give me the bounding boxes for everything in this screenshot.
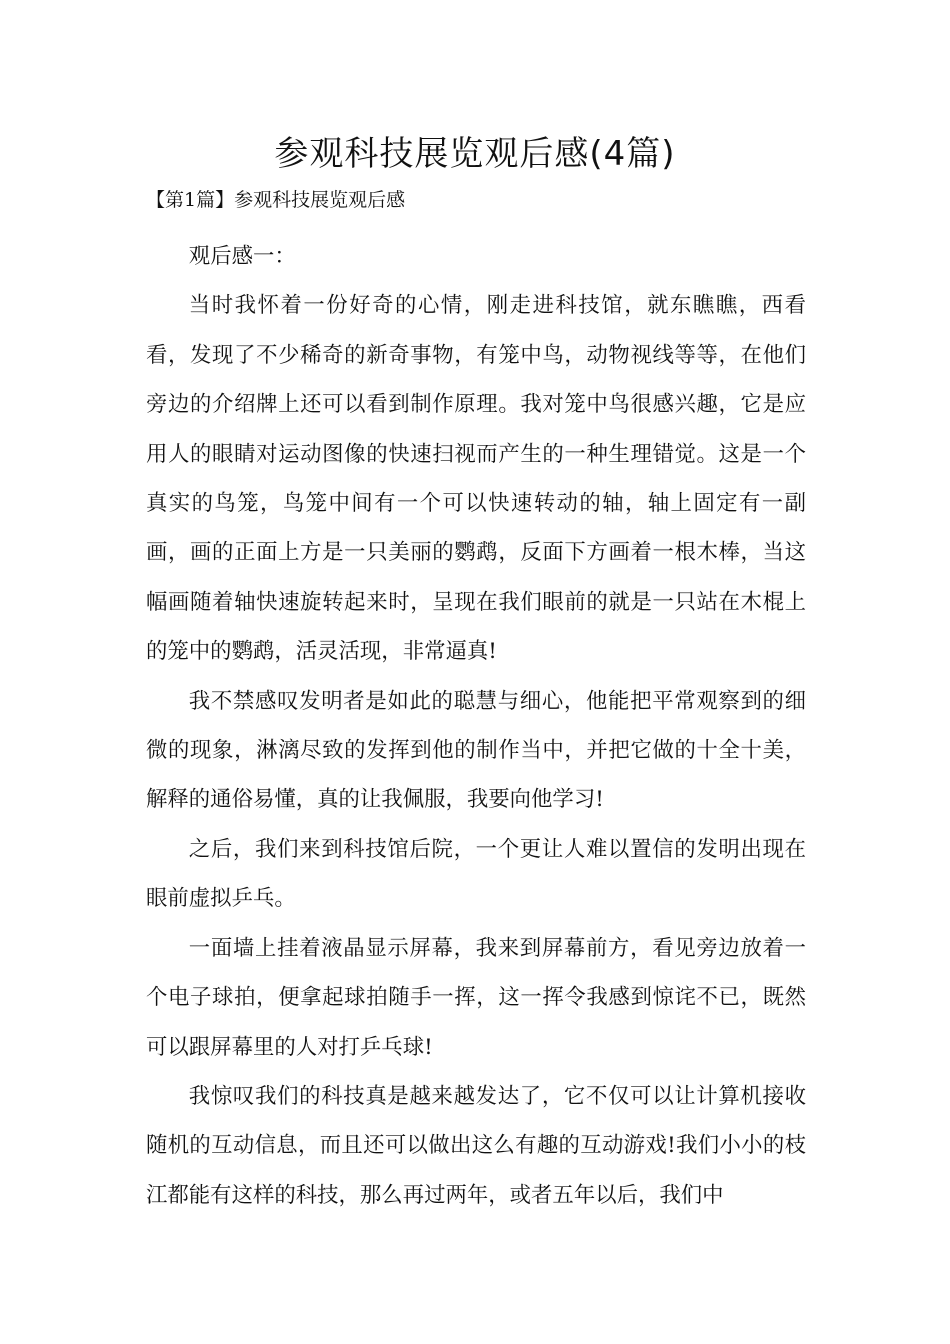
document-title: 参观科技展览观后感(4篇)	[274, 134, 676, 174]
paragraph: 当时我怀着一份好奇的心情，刚走进科技馆，就东瞧瞧，西看看，发现了不少稀奇的新奇事物，有笼中鸟，动物视线等等，在他们旁边的介绍牌上还可以看到制作原理。我对笼中鸟很感兴趣，它是应用人的眼睛对运动图像的快速扫视而产生的一种生理错觉。这是一个真实的鸟笼，鸟笼中间有一个可以快速转动的轴，轴上固定有一副画，画的正面上方是一只美丽的鹦鹉，反面下方画着一根木棒，当这幅画随着轴快速旋转起来时，呈现在我们眼前的就是一只站在木棍上的笼中的鹦鹉，活灵活现，非常逼真!	[146, 293, 806, 665]
paragraph: 一面墙上挂着液晶显示屏幕，我来到屏幕前方，看见旁边放着一个电子球拍，便拿起球拍随手一挥，这一挥令我感到惊诧不已，既然可以跟屏幕里的人对打乒乓球!	[146, 935, 806, 1060]
article-heading: 【第1篇】参观科技展览观后感	[146, 189, 406, 211]
article-body	[146, 232, 806, 1220]
paragraph: 之后，我们来到科技馆后院，一个更让人难以置信的发明出现在眼前虚拟乒乓。	[146, 836, 806, 912]
paragraph: 我惊叹我们的科技真是越来越发达了，它不仅可以让计算机接收随机的互动信息，而且还可以做出这么有趣的互动游戏!我们小小的枝江都能有这样的科技，那么再过两年，或者五年以后，我们中	[146, 1083, 806, 1208]
paragraph: 我不禁感叹发明者是如此的聪慧与细心，他能把平常观察到的细微的现象，淋漓尽致的发挥到他的制作当中，并把它做的十全十美，解释的通俗易懂，真的让我佩服，我要向他学习!	[146, 688, 806, 813]
paragraph: 观后感一：	[188, 244, 296, 269]
